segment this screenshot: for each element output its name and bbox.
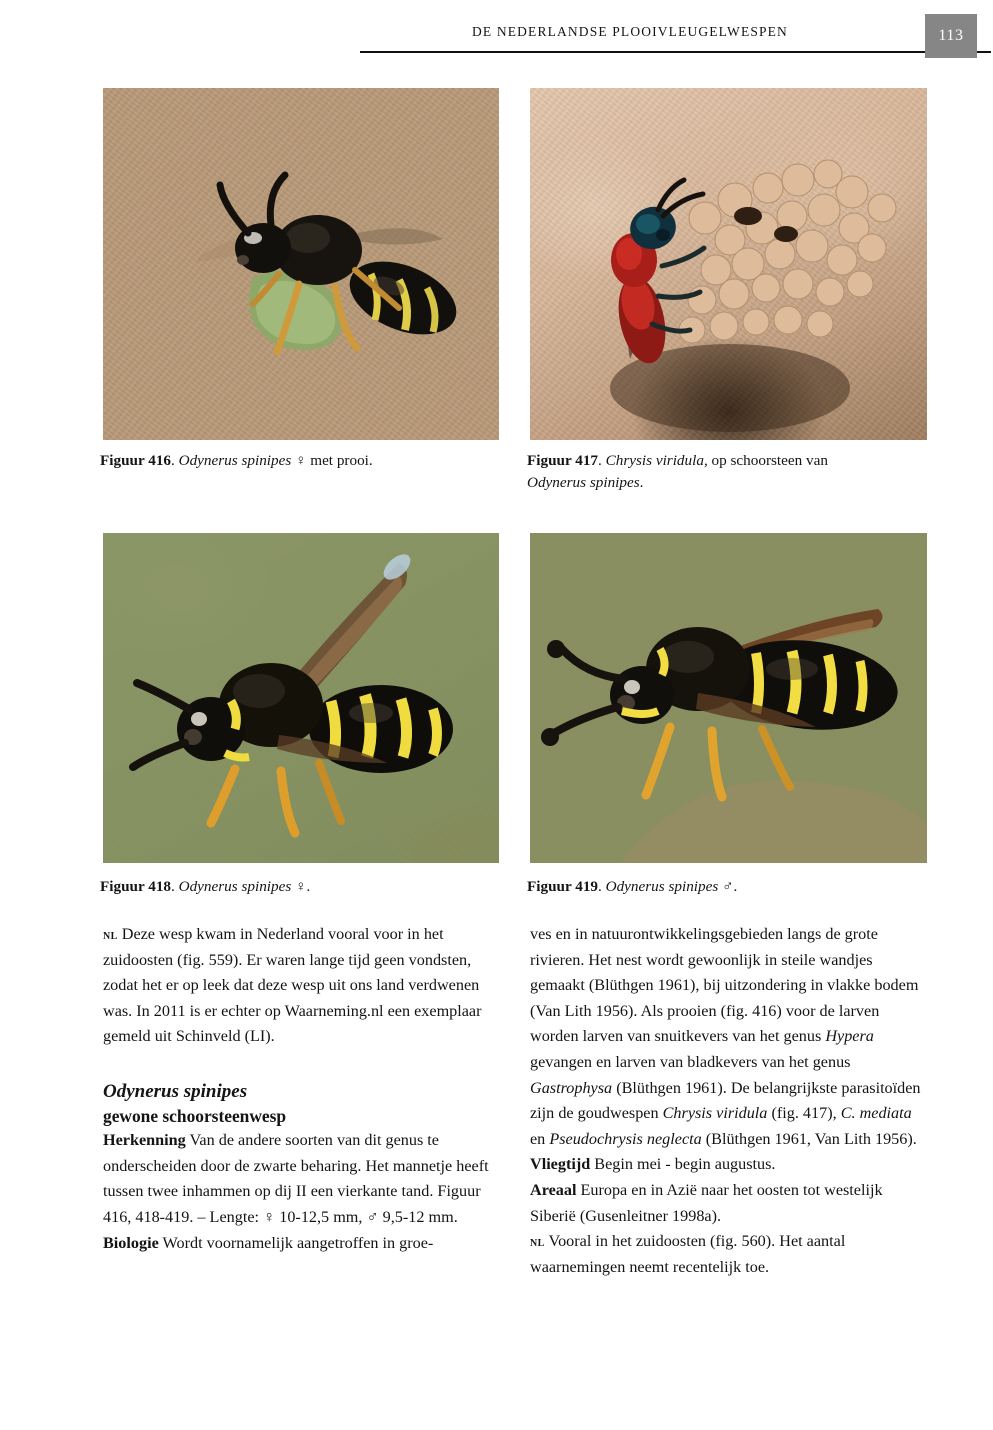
caption-species-416: Odynerus spinipes	[178, 452, 292, 469]
caption-dot-416: .	[171, 452, 179, 469]
caption-species-419: Odynerus spinipes	[605, 878, 719, 895]
nl-distribution-paragraph	[103, 922, 499, 1050]
biologie-cont-e: en	[530, 1129, 550, 1148]
biologie-cont-a: ves en in natuurontwikkelingsgebieden langs de grote rivieren. Het nest wordt gewoonlijk in steile wandjes gemaakt (Blüthgen 1961), bij uitzondering in vlakke bodem (Van Lith 1956). Als prooien (fig. 416) voor de larven worden larven van snuitkevers van het genus	[530, 925, 919, 1046]
vliegtijd-paragraph	[530, 1152, 926, 1178]
figure-418-image	[103, 533, 499, 863]
biologie-cont-f: (Blüthgen 1961, Van Lith 1956).	[701, 1129, 917, 1148]
right-text-column	[530, 922, 926, 1280]
sci-c-mediata: C. mediata	[840, 1104, 912, 1123]
herkenning-paragraph	[103, 1128, 499, 1230]
caption-sex-418: ♀	[295, 878, 307, 895]
caption-label-416: Figuur 416	[100, 452, 172, 469]
biologie-cont-d: (fig. 417),	[767, 1104, 841, 1123]
biologie-paragraph	[103, 1231, 499, 1257]
caption-species-417: Chrysis viridula	[605, 452, 704, 469]
biologie-cont-c: (Blüthgen 1961). De belangrijkste parasitoïden zijn de goudwespen	[530, 1078, 921, 1123]
caption-label-417: Figuur 417	[527, 452, 599, 469]
areaal-paragraph	[530, 1178, 926, 1229]
figure-418-caption	[100, 876, 500, 898]
nl-right-text: Vooral in het zuidoosten (fig. 560). Het aantal waarnemingen neemt recentelijk toe.	[530, 1232, 846, 1276]
caption-dot-418: .	[171, 878, 179, 895]
areaal-text: Europa en in Azië naar het oosten tot westelijk Siberië (Gusenleitner 1998a).	[530, 1180, 883, 1225]
caption-rest-419: .	[733, 878, 738, 895]
caption-rest-416: met prooi.	[310, 452, 373, 469]
caption-rest-417: , op schoorsteen van	[703, 452, 828, 469]
herkenning-label: Herkenning	[103, 1131, 186, 1150]
biologie-label: Biologie	[103, 1233, 159, 1252]
species-dutch-heading: gewone schoorsteenwesp	[103, 1105, 287, 1126]
wasp-illustration-416	[103, 88, 499, 440]
page-number-badge	[925, 14, 977, 58]
nl-right-paragraph	[530, 1229, 926, 1280]
species-latin-heading: Odynerus spinipes	[103, 1080, 248, 1102]
biologie-cont-b: gevangen en larven van bladkevers van het genus	[530, 1052, 851, 1071]
genus-hypera: Hypera	[825, 1027, 874, 1046]
caption-dot-419: .	[598, 878, 606, 895]
left-text-column	[103, 922, 499, 1256]
figure-419-caption	[527, 876, 927, 898]
figure-417-image	[530, 88, 927, 440]
caption-species-418: Odynerus spinipes	[178, 878, 292, 895]
caption-sex-419: ♂	[722, 878, 734, 895]
caption-rest2-417: .	[639, 473, 644, 491]
figure-419-image	[530, 533, 927, 863]
figure-417-caption	[527, 450, 927, 493]
caption-sex-416: ♀	[295, 452, 307, 469]
sci-pseudochrysis-neglecta: Pseudochrysis neglecta	[549, 1129, 702, 1148]
caption-species2-417: Odynerus spinipes	[527, 473, 640, 491]
vliegtijd-text: Begin mei - begin augustus.	[594, 1155, 776, 1174]
caption-rest-418: .	[306, 878, 311, 895]
page-number-label: 113	[938, 27, 964, 44]
nl-label-left: nl	[103, 927, 118, 943]
header-rule	[360, 51, 991, 53]
running-head-title: DE NEDERLANDSE PLOOIVLEUGELWESPEN	[472, 24, 788, 39]
caption-label-419: Figuur 419	[527, 878, 599, 895]
figure-416-caption	[100, 450, 500, 472]
chrysis-illustration-417	[530, 88, 927, 440]
genus-gastrophysa: Gastrophysa	[530, 1078, 613, 1097]
nl-distribution-text: Deze wesp kwam in Nederland vooral voor in het zuidoosten (fig. 559). Er waren lange tijd geen vondsten, zodat het er op leek dat deze wesp uit ons land verdwenen was. In 2011 is er echter op Waarneming.nl een exemplaar gemeld uit Schinveld (LI).	[103, 925, 482, 1046]
running-head	[0, 0, 993, 72]
wasp-illustration-419	[530, 533, 927, 863]
caption-label-418: Figuur 418	[100, 878, 172, 895]
sci-chrysis-viridula: Chrysis viridula	[662, 1104, 768, 1123]
biologie-text-start: Wordt voornamelijk aangetroffen in groe-	[162, 1233, 434, 1252]
caption-dot-417: .	[598, 452, 606, 469]
herkenning-text: Van de andere soorten van dit genus te onderscheiden door de zwarte beharing. Het mannetje heeft tussen twee inhammen op dij II een vierkante tand. Figuur 416, 418-419. – Lengte: ♀ 10-12,5 mm, ♂ 9,5-12 mm.	[103, 1131, 489, 1226]
wasp-illustration-418	[103, 533, 499, 863]
nl-label-right: nl	[530, 1234, 545, 1251]
vliegtijd-label: Vliegtijd	[530, 1155, 591, 1174]
biologie-continued-paragraph	[530, 922, 926, 1152]
areaal-label: Areaal	[530, 1180, 577, 1199]
figure-416-image	[103, 88, 499, 440]
